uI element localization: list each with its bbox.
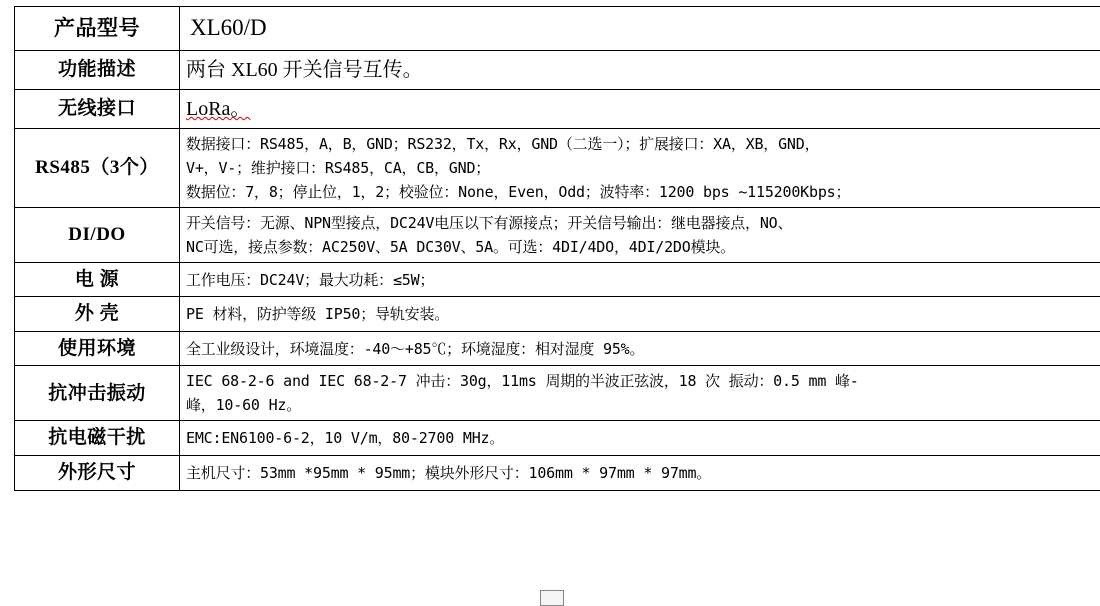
power-line-1: 工作电压：DC24V；最大功耗：≤5W； (186, 268, 1095, 292)
row-label-di-do: DI/DO (15, 207, 180, 262)
table-row (15, 7, 1100, 51)
table-row (15, 455, 1100, 490)
wireless-value-text: LoRa。 (186, 98, 250, 121)
row-value-operating-environment (180, 331, 1100, 366)
di-do-line-2: NC可选，接点参数：AC250V、5A DC30V、5A。可选：4DI/4DO，4DI/2DO模块。 (186, 235, 1095, 259)
row-label-emc: 抗电磁干扰 (15, 421, 180, 456)
di-do-line-1: 开关信号：无源、NPN型接点，DC24V电压以下有源接点；开关信号输出：继电器接点，NO、 (186, 211, 1095, 235)
page-footer-mark (540, 590, 564, 606)
row-label-wireless-interface: 无线接口 (15, 89, 180, 128)
product-spec-table (14, 6, 1100, 491)
row-value-enclosure (180, 297, 1100, 332)
table-row (15, 366, 1100, 421)
row-value-shock-vibration (180, 366, 1100, 421)
row-label-product-model: 产品型号 (15, 7, 180, 51)
table-row (15, 128, 1100, 207)
row-label-function-desc: 功能描述 (15, 50, 180, 89)
row-label-enclosure: 外 壳 (15, 297, 180, 332)
row-label-shock-vibration: 抗冲击振动 (15, 366, 180, 421)
row-value-function-desc: 两台 XL60 开关信号互传。 (180, 50, 1100, 89)
spec-table-body (15, 7, 1100, 491)
row-label-operating-environment: 使用环境 (15, 331, 180, 366)
table-row (15, 331, 1100, 366)
row-label-power: 电 源 (15, 262, 180, 297)
row-value-wireless-interface (180, 89, 1100, 128)
environment-line-1: 全工业级设计，环境温度：-40～+85℃；环境湿度：相对湿度 95%。 (186, 337, 1095, 361)
dimensions-line-1: 主机尺寸：53mm *95mm * 95mm；模块外形尺寸：106mm * 97mm * 97mm。 (186, 461, 1095, 485)
row-value-rs485 (180, 128, 1100, 207)
row-value-dimensions (180, 455, 1100, 490)
emc-line-1: EMC:EN6100-6-2，10 V/m，80-2700 MHz。 (186, 426, 1095, 450)
row-label-dimensions: 外形尺寸 (15, 455, 180, 490)
table-row (15, 50, 1100, 89)
enclosure-line-1: PE 材料，防护等级 IP50；导轨安装。 (186, 302, 1095, 326)
shock-line-1: IEC 68-2-6 and IEC 68-2-7 冲击：30g，11ms 周期的半波正弦波，18 次 振动：0.5 mm 峰- (186, 369, 1095, 393)
row-value-di-do (180, 207, 1100, 262)
table-row (15, 297, 1100, 332)
row-label-rs485: RS485（3个） (15, 128, 180, 207)
row-value-power (180, 262, 1100, 297)
rs485-line-1: 数据接口：RS485，A，B，GND；RS232，Tx，Rx，GND（二选一）；扩展接口：XA，XB，GND， (186, 132, 1095, 156)
table-row (15, 89, 1100, 128)
table-row (15, 207, 1100, 262)
row-value-product-model: XL60/D (180, 7, 1100, 51)
row-value-emc (180, 421, 1100, 456)
table-row (15, 262, 1100, 297)
rs485-line-2: V+，V-；维护接口：RS485，CA，CB，GND； (186, 156, 1095, 180)
rs485-line-3: 数据位：7，8；停止位，1，2；校验位：None，Even，Odd；波特率：1200 bps ~115200Kbps； (186, 180, 1095, 204)
shock-line-2: 峰，10-60 Hz。 (186, 393, 1095, 417)
table-row (15, 421, 1100, 456)
